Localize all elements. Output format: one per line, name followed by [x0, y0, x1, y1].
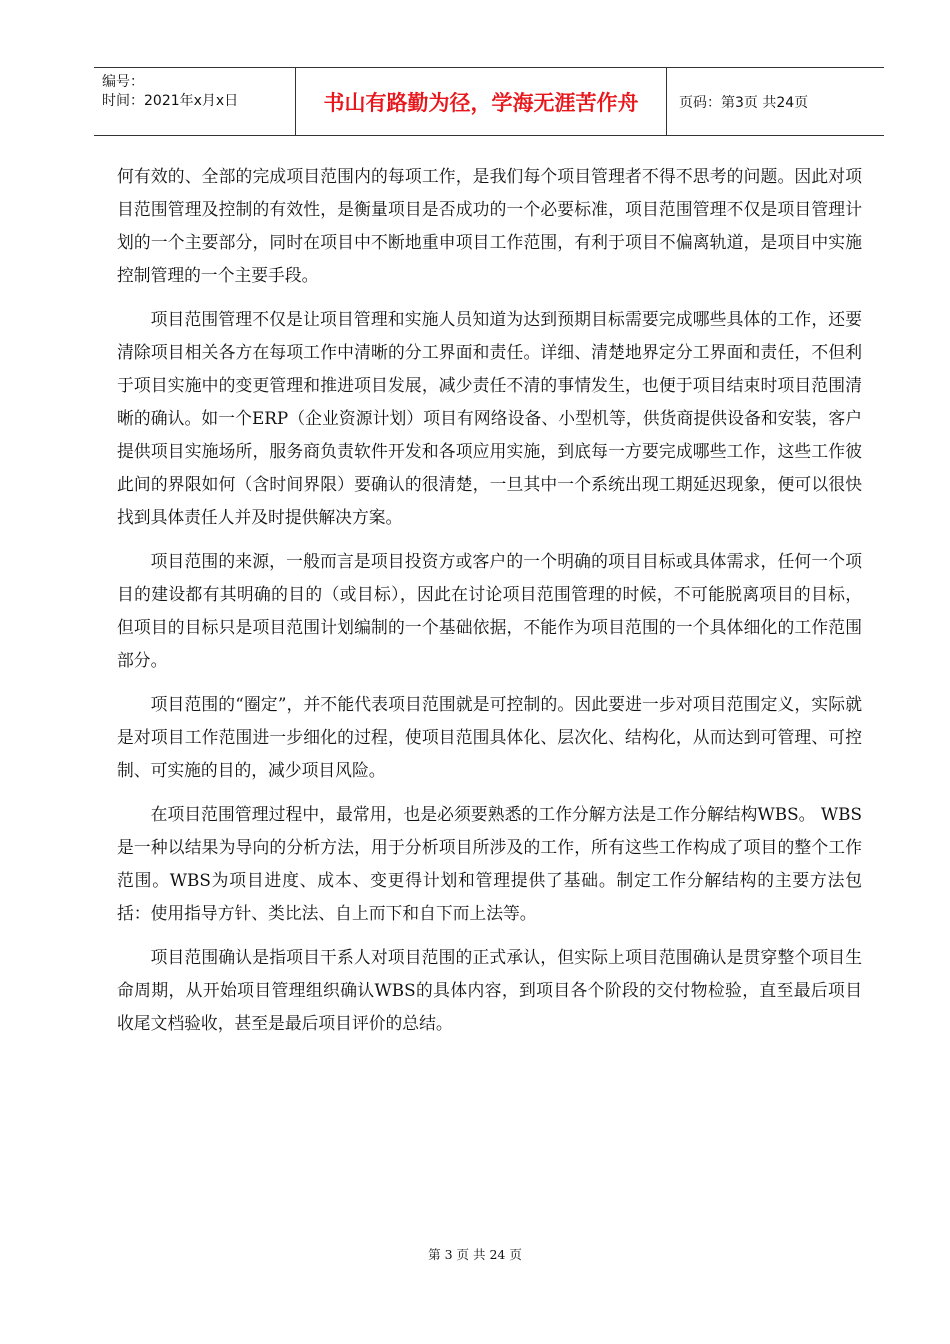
footer-page-number: 第 3 页 共 24 页	[428, 1247, 522, 1262]
paragraph-2: 项目范围管理不仅是让项目管理和实施人员知道为达到预期目标需要完成哪些具体的工作，还要清除项目相关各方在每项工作中清晰的分工界面和责任。详细、清楚地界定分工界面和责任，不但利于项目实施中的变更管理和推进项目发展，减少责任不清的事情发生，也便于项目结束时项目范围清晰的确认。如一个ERP（企业资源计划）项目有网络设备、小型机等，供货商提供设备和安装，客户提供项目实施场所，服务商负责软件开发和各项应用实施，到底每一方要完成哪些工作，这些工作彼此间的界限如何（含时间界限）要确认的很清楚，一旦其中一个系统出现工期延迟现象，便可以很快找到具体责任人并及时提供解决方案。	[117, 309, 862, 527]
document-body	[117, 160, 862, 1051]
page-footer	[0, 1245, 950, 1263]
header-motto: 书山有路勤为径，学海无涯苦作舟	[295, 68, 667, 135]
paragraph-5: 在项目范围管理过程中，最常用，也是必须要熟悉的工作分解方法是工作分解结构WBS。 WBS是一种以结果为导向的分析方法，用于分析项目所涉及的工作，所有这些工作构成了项目的整个工作范围。WBS为项目进度、成本、变更得计划和管理提供了基础。制定工作分解结构的主要方法包括：使用指导方针、类比法、自上而下和自下而上法等。	[117, 804, 862, 923]
document-time-label: 时间：2021年x月x日	[102, 93, 239, 109]
paragraph-4: 项目范围的“圈定”，并不能代表项目范围就是可控制的。因此要进一步对项目范围定义，实际就是对项目工作范围进一步细化的过程，使项目范围具体化、层次化、结构化，从而达到可管理、可控制、可实施的目的，减少项目风险。	[117, 694, 862, 780]
paragraph-6: 项目范围确认是指项目干系人对项目范围的正式承认，但实际上项目范围确认是贯穿整个项目生命周期，从开始项目管理组织确认WBS的具体内容，到项目各个阶段的交付物检验，直至最后项目收尾文档验收，甚至是最后项目评价的总结。	[117, 947, 862, 1033]
header-table	[94, 67, 884, 136]
header-left-cell	[94, 68, 295, 135]
document-code-label: 编号：	[102, 74, 144, 90]
paragraph-1: 何有效的、全部的完成项目范围内的每项工作，是我们每个项目管理者不得不思考的问题。因此对项目范围管理及控制的有效性，是衡量项目是否成功的一个必要标准，项目范围管理不仅是项目管理计划的一个主要部分，同时在项目中不断地重申项目工作范围，有利于项目不偏离轨道，是项目中实施控制管理的一个主要手段。	[117, 166, 862, 285]
paragraph-3: 项目范围的来源，一般而言是项目投资方或客户的一个明确的项目目标或具体需求，任何一个项目的建设都有其明确的目的（或目标），因此在讨论项目范围管理的时候，不可能脱离项目的目标，但项目的目标只是项目范围计划编制的一个基础依据，不能作为项目范围的一个具体细化的工作范围部分。	[117, 551, 862, 670]
header-page-info: 页码：第3页 共24页	[679, 94, 809, 111]
